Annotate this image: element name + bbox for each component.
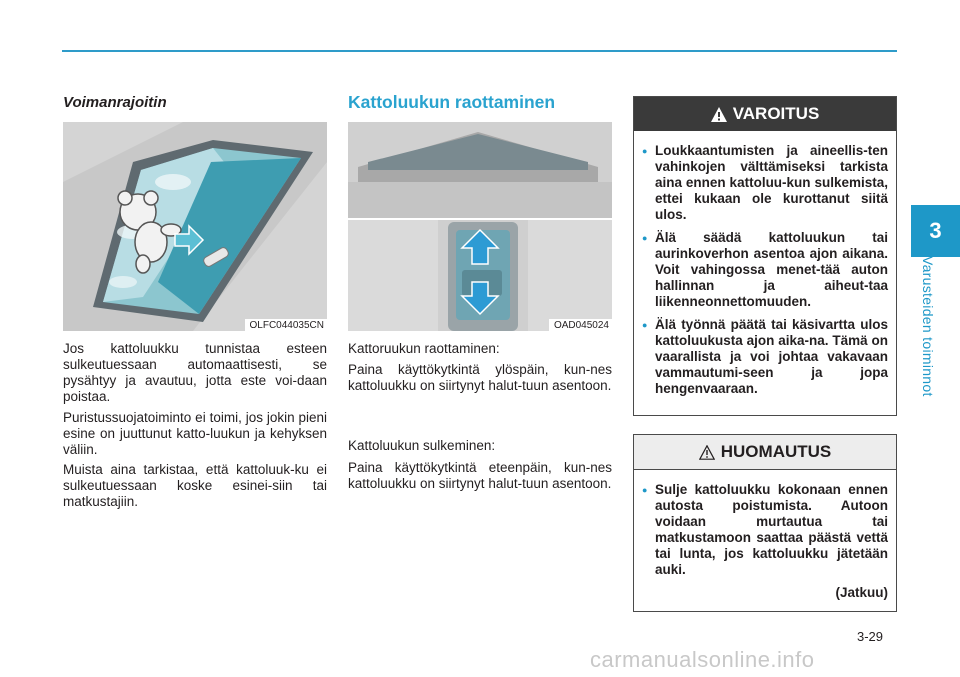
warning-icon: [711, 107, 727, 122]
close-label: Kattoluukun sulkeminen:: [348, 438, 496, 453]
sunroof-tilt-illustration: [348, 122, 612, 331]
figure-code: OAD045024: [549, 319, 612, 331]
sunroof-figure: [63, 122, 327, 331]
notice-box: [633, 434, 897, 612]
warning-title: VAROITUS: [732, 104, 820, 123]
watermark: carmanualsonline.info: [590, 647, 815, 672]
header-rule: [62, 50, 897, 52]
warning-box: [633, 96, 897, 416]
chapter-title: Varusteiden toiminnot: [920, 256, 936, 397]
continued-label: (Jatkuu): [835, 585, 888, 600]
raise-text: Paina käyttökytkintä ylöspäin, kun-nes kattoluukku on siirtynyt halut-tuun asentoon.: [348, 362, 612, 393]
warning-item: ● Älä työnnä päätä tai käsivartta ulos kattoluukusta ajon aika-na. Tämä on vaarallista ja voi johtaa vakavaan vammautumi-seen ja jopa hengenvaaraan.: [642, 317, 888, 397]
warning-item: ● Loukkaantumisten ja aineellis-ten vahinkojen välttämiseksi tarkista aina ennen kattoluu-kun sulkemista, ettei kukaan ole kurottanut siitä ulos.: [642, 143, 888, 223]
paragraph-1: Jos kattoluukku tunnistaa esteen sulkeutuessaan automaattisesti, se pysähtyy ja avautuu, jotta este voi-daan poistaa.: [63, 341, 327, 404]
paragraph-3: Muista aina tarkistaa, että kattoluuk-ku ei sulkeutuessaan koske esinei-siin tai matkustajiin.: [63, 462, 327, 509]
notice-header: [634, 435, 896, 470]
close-text: Paina käyttökytkintä eteenpäin, kun-nes kattoluukku on siirtynyt halut-tuun asentoon.: [348, 460, 612, 491]
raise-label: Kattoruukun raottaminen:: [348, 341, 500, 356]
sunroof-illustration: [63, 122, 327, 331]
chapter-number-tab: 3: [911, 205, 960, 257]
section-subheading: Voimanrajoitin: [63, 94, 167, 111]
paragraph-2: Puristussuojatoiminto ei toimi, jos jokin pieni esine on juuttunut katto-luukun ja kehyksen väliin.: [63, 410, 327, 457]
caution-icon: [699, 445, 715, 460]
figure-code: OLFC044035CN: [245, 319, 327, 331]
warning-item: ● Älä säädä kattoluukun tai aurinkoverhon asentoa ajon aikana. Voit vahingossa menet-tää auton hallinnan ja aiheut-taa liikenneonnettomuuden.: [642, 230, 888, 310]
notice-item: ● Sulje kattoluukku kokonaan ennen autosta poistumista. Autoon voidaan murtautua tai matkustamoon saattaa päästä vettä tai lunta, jos kattoluukku jätetään auki.: [642, 482, 888, 578]
section-heading: Kattoluukun raottaminen: [348, 92, 556, 112]
sunroof-tilt-figure: [348, 122, 612, 331]
page-number: 3-29: [857, 629, 884, 644]
warning-header: [634, 97, 896, 131]
notice-title: HUOMAUTUS: [720, 442, 832, 461]
